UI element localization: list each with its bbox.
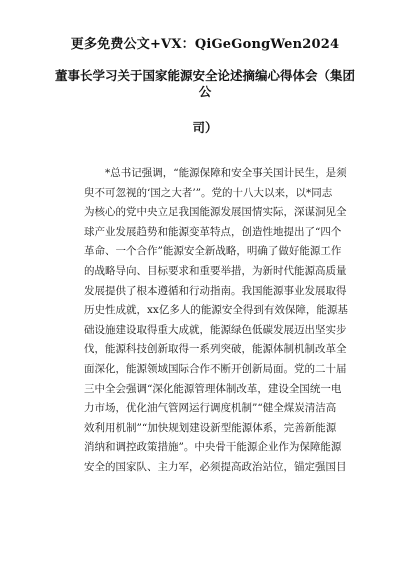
body-line: 面深化，能源领域国际合作不断开创新局面。党的二十届 (84, 362, 347, 375)
body-line: 发展提供了根本遵循和行动指南。我国能源事业发展取得 (84, 284, 347, 297)
body-line: 力市场，优化油气管网运行调度机制”“健全煤炭清洁高 (84, 402, 337, 415)
document-body (84, 164, 352, 478)
body-line: 革命、一个合作”能源安全新战略，明确了做好能源工作 (84, 245, 342, 258)
body-line: *总书记强调，“能源保障和安全事关国计民生，是须 (84, 167, 347, 179)
body-line: 臾不可忽视的‘国之大者’”。党的十八大以来，以*同志 (84, 186, 333, 199)
body-line: 效利用机制”“加快规划建设新型能源体系，完善新能源 (84, 421, 337, 434)
body-line: 消纳和调控政策措施”。中央骨干能源企业作为保障能源 (84, 441, 342, 454)
document-title-line-2: 司） (192, 120, 218, 135)
body-line: 球产业发展趋势和能源变革特点，创造性地提出了“四个 (84, 225, 342, 238)
body-line: 础设施建设取得重大成就，能源绿色低碳发展迈出坚实步 (84, 323, 347, 336)
document-title-line-1: 董事长学习关于国家能源安全论述摘编心得体会（集团公 (54, 68, 355, 99)
body-line: 历史性成就，xx亿多人的能源安全得到有效保障，能源基 (84, 304, 348, 317)
body-line: 为核心的党中央立足我国能源发展国情实际，深谋洞见全 (84, 206, 347, 219)
body-line: 三中全会强调“深化能源管理体制改革，建设全国统一电 (84, 382, 342, 395)
body-line: 的战略导向、目标要求和重要举措，为新时代能源高质量 (84, 264, 347, 277)
body-line: 安全的国家队、主力军，必须提高政治站位，锚定强国目 (84, 460, 347, 473)
promo-header: 更多免费公文+VX：QiGeGongWen2024 (70, 37, 340, 52)
body-line: 伐，能源科技创新取得一系列突破，能源体制机制改革全 (84, 343, 347, 356)
